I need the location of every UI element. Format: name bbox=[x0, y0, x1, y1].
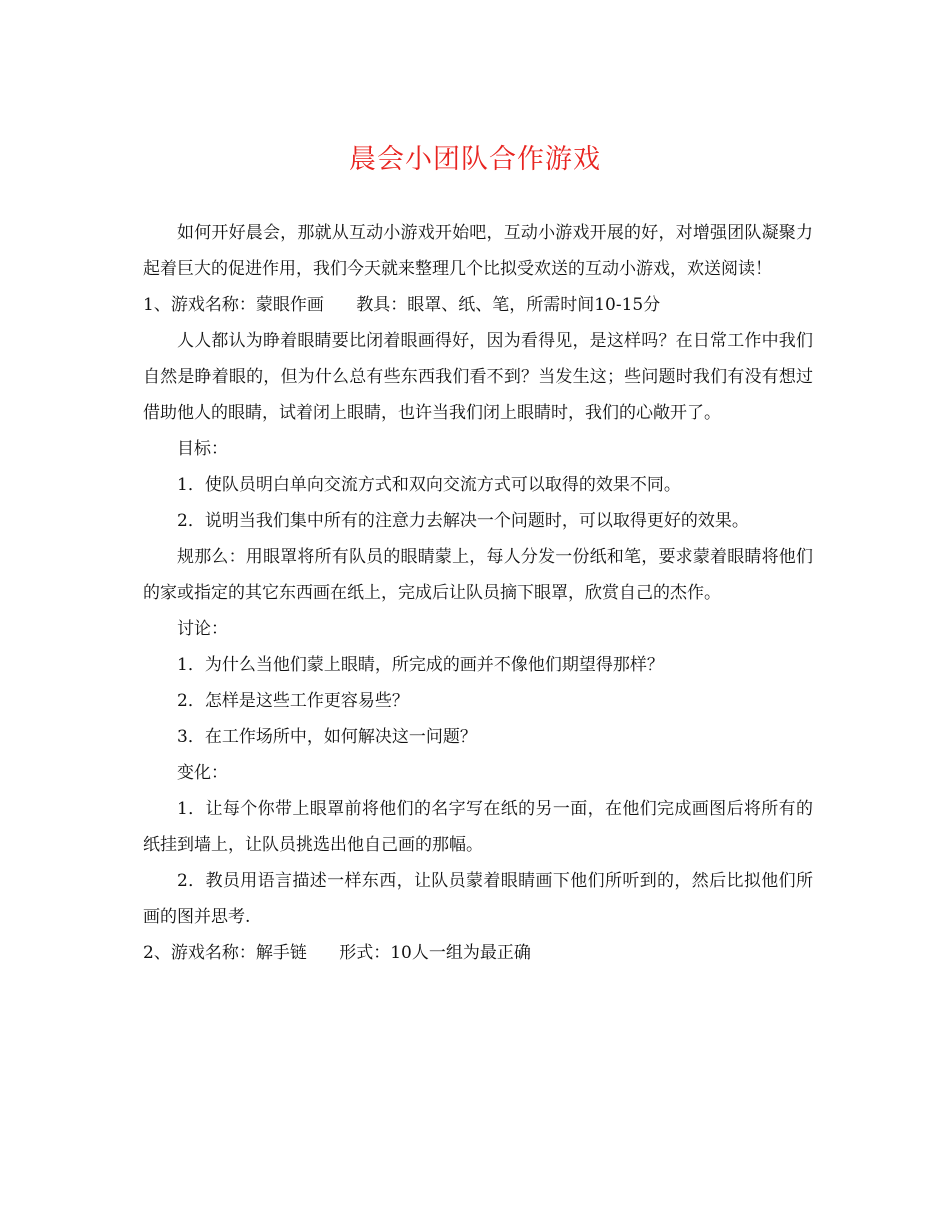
variation-item-2: 2．教员用语言描述一样东西，让队员蒙着眼睛画下他们所听到的，然后比拟他们所画的图并思考. bbox=[143, 871, 813, 927]
discussion-item-1: 1．为什么当他们蒙上眼睛，所完成的画并不像他们期望得那样？ bbox=[177, 655, 664, 675]
game-2-heading: 2、游戏名称：解手链 形式：10人一组为最正确 bbox=[143, 943, 531, 963]
variation-label: 变化： bbox=[177, 763, 228, 783]
discussion-label: 讨论： bbox=[177, 619, 228, 639]
goal-label: 目标： bbox=[177, 439, 228, 459]
paragraph-rules: 规那么：用眼罩将所有队员的眼睛蒙上，每人分发一份纸和笔，要求蒙着眼睛将他们的家或指定的其它东西画在纸上，完成后让队员摘下眼罩，欣赏自己的杰作。 bbox=[143, 547, 813, 603]
document-title: 晨会小团队合作游戏 bbox=[349, 144, 601, 175]
discussion-item-2: 2．怎样是这些工作更容易些？ bbox=[177, 691, 409, 711]
goal-item-1: 1．使队员明白单向交流方式和双向交流方式可以取得的效果不同。 bbox=[177, 475, 681, 495]
discussion-item-3: 3．在工作场所中，如何解决这一问题？ bbox=[177, 727, 477, 747]
variation-item-1: 1．让每个你带上眼罩前将他们的名字写在纸的另一面，在他们完成画图后将所有的纸挂到墙上，让队员挑选出他自己画的那幅。 bbox=[143, 799, 813, 855]
document-body bbox=[143, 215, 813, 971]
paragraph-intro: 如何开好晨会，那就从互动小游戏开始吧，互动小游戏开展的好，对增强团队凝聚力起着巨大的促进作用，我们今天就来整理几个比拟受欢送的互动小游戏，欢送阅读！ bbox=[143, 223, 813, 279]
paragraph-game-1-description: 人人都认为睁着眼睛要比闭着眼画得好，因为看得见，是这样吗？在日常工作中我们自然是睁着眼的，但为什么总有些东西我们看不到？当发生这；些问题时我们有没有想过借助他人的眼睛，试着闭上眼睛，也许当我们闭上眼睛时，我们的心敞开了。 bbox=[143, 331, 813, 423]
game-1-heading: 1、游戏名称：蒙眼作画 教具：眼罩、纸、笔，所需时间10-15分 bbox=[143, 295, 661, 315]
goal-item-2: 2．说明当我们集中所有的注意力去解决一个问题时，可以取得更好的效果。 bbox=[177, 511, 749, 531]
